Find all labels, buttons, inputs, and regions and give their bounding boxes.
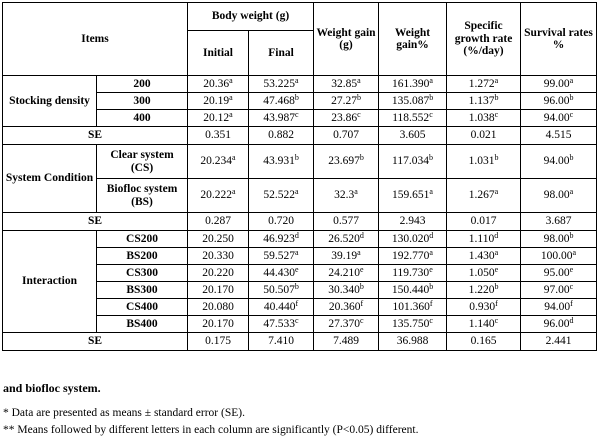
row-label: CS400 [97,299,188,316]
cell-initial: 20.220 [188,265,249,282]
se-sgr: 0.165 [447,333,521,351]
se-gain-pct: 36.988 [379,333,447,351]
cell-gain: 23.86$^c$ [314,110,379,127]
row-label: CS200 [97,231,188,248]
se-label: SE [3,333,188,351]
cell-initial: 20.170 [188,316,249,333]
cell-survival: 96.00$^b$ [521,93,597,110]
row-label: BS300 [97,282,188,299]
cell-survival: 94.00$^b$ [521,145,597,179]
cell-initial: 20.080 [188,299,249,316]
cell-survival: 100.00$^a$ [521,248,597,265]
header-body-weight: Body weight (g) [188,3,314,31]
cell-survival: 96.00$^d$ [521,316,597,333]
row-label: BS400 [97,316,188,333]
row-label: CS300 [97,265,188,282]
cell-gain: 24.210e [314,265,379,282]
se-sgr: 0.021 [447,127,521,145]
group-interaction: Interaction [3,231,97,333]
cell-gain-pct: 161.390$^a$ [379,76,447,93]
cell-survival: 95.00e [521,265,597,282]
cell-final: 47.533$^c$ [249,316,314,333]
se-gain: 0.707 [314,127,379,145]
cell-sgr: 1.050e [447,265,521,282]
cell-sgr: 1.140$^c$ [447,316,521,333]
se-final: 0.882 [249,127,314,145]
header-weight-gain: Weight gain (g) [314,3,379,76]
cell-sgr: 1.220$^b$ [447,282,521,299]
se-survival: 2.441 [521,333,597,351]
cell-final: 53.225$^a$ [249,76,314,93]
cell-initial: 20.330 [188,248,249,265]
se-initial: 0.351 [188,127,249,145]
cell-final: 44.430e [249,265,314,282]
cell-gain: 30.340$^b$ [314,282,379,299]
cell-sgr: 1.267$^a$ [447,179,521,213]
cell-final: 59.527$^a$ [249,248,314,265]
cell-gain-pct: 135.087$^b$ [379,93,447,110]
footnote-significance: ** Means followed by different letters in each column are significantly (P<0.05) different. [3,424,419,436]
se-final: 7.410 [249,333,314,351]
cell-gain-pct: 135.750$^c$ [379,316,447,333]
cell-survival: 94.00$^c$ [521,110,597,127]
row-label: 300 [97,93,188,110]
cell-gain-pct: 150.440$^b$ [379,282,447,299]
cell-gain-pct: 192.770$^a$ [379,248,447,265]
se-sgr: 0.017 [447,213,521,231]
cell-final: 47.468$^b$ [249,93,314,110]
cell-survival: 97.00$^c$ [521,282,597,299]
se-gain-pct: 2.943 [379,213,447,231]
header-weight-gain-pct: Weight gain% [379,3,447,76]
cell-sgr: 0.930$^f$ [447,299,521,316]
header-final: Final [249,31,314,76]
cell-final: 52.522$^a$ [249,179,314,213]
cell-sgr: 1.430$^a$ [447,248,521,265]
cell-sgr: 1.031$^b$ [447,145,521,179]
cell-gain-pct: 118.552$^c$ [379,110,447,127]
se-gain: 7.489 [314,333,379,351]
cell-final: 40.440$^f$ [249,299,314,316]
cell-initial: 20.19$^a$ [188,93,249,110]
cell-initial: 20.12$^a$ [188,110,249,127]
cell-gain: 27.370$^c$ [314,316,379,333]
cell-final: 50.507$^b$ [249,282,314,299]
footnote-se: * Data are presented as means ± standard error (SE). [3,407,245,419]
cell-gain: 20.360$^f$ [314,299,379,316]
cell-survival: 98.00$^b$ [521,231,597,248]
cell-gain-pct: 159.651$^a$ [379,179,447,213]
cell-survival: 94.00$^f$ [521,299,597,316]
cell-survival: 98.00$^a$ [521,179,597,213]
cell-gain-pct: 101.360$^f$ [379,299,447,316]
header-items: Items [3,3,188,76]
cell-sgr: 1.038$^c$ [447,110,521,127]
se-survival: 4.515 [521,127,597,145]
se-gain-pct: 3.605 [379,127,447,145]
group-stocking-density: Stocking density [3,76,97,127]
cell-gain: 32.85$^a$ [314,76,379,93]
group-system-condition: System Condition [3,145,97,213]
cell-gain: 23.697$^b$ [314,145,379,179]
se-final: 0.720 [249,213,314,231]
cell-initial: 20.222$^a$ [188,179,249,213]
cell-gain-pct: 117.034$^b$ [379,145,447,179]
cell-initial: 20.170 [188,282,249,299]
results-table [2,2,597,351]
cell-sgr: 1.137$^b$ [447,93,521,110]
header-survival: Survival rates % [521,3,597,76]
header-initial: Initial [188,31,249,76]
cell-survival: 99.00$^a$ [521,76,597,93]
se-initial: 0.175 [188,333,249,351]
cell-gain: 26.520$^d$ [314,231,379,248]
cell-sgr: 1.110$^d$ [447,231,521,248]
header-sgr: Specific growth rate (%/day) [447,3,521,76]
se-label: SE [3,213,188,231]
cell-initial: 20.250 [188,231,249,248]
se-gain: 0.577 [314,213,379,231]
se-label: SE [3,127,188,145]
cell-gain: 32.3$^a$ [314,179,379,213]
se-survival: 3.687 [521,213,597,231]
row-label: Clear system (CS) [97,145,188,179]
cell-final: 43.931$^b$ [249,145,314,179]
cell-initial: 20.36$^a$ [188,76,249,93]
cell-initial: 20.234$^a$ [188,145,249,179]
row-label: 400 [97,110,188,127]
row-label: Biofloc system (BS) [97,179,188,213]
se-initial: 0.287 [188,213,249,231]
cell-final: 46.923$^d$ [249,231,314,248]
cell-final: 43.987$^c$ [249,110,314,127]
cell-gain: 39.19$^a$ [314,248,379,265]
row-label: 200 [97,76,188,93]
cell-sgr: 1.272$^a$ [447,76,521,93]
cell-gain-pct: 119.730e [379,265,447,282]
cell-gain: 27.27$^b$ [314,93,379,110]
row-label: BS200 [97,248,188,265]
cell-gain-pct: 130.020$^d$ [379,231,447,248]
caption-tail: and biofloc system. [3,381,101,395]
